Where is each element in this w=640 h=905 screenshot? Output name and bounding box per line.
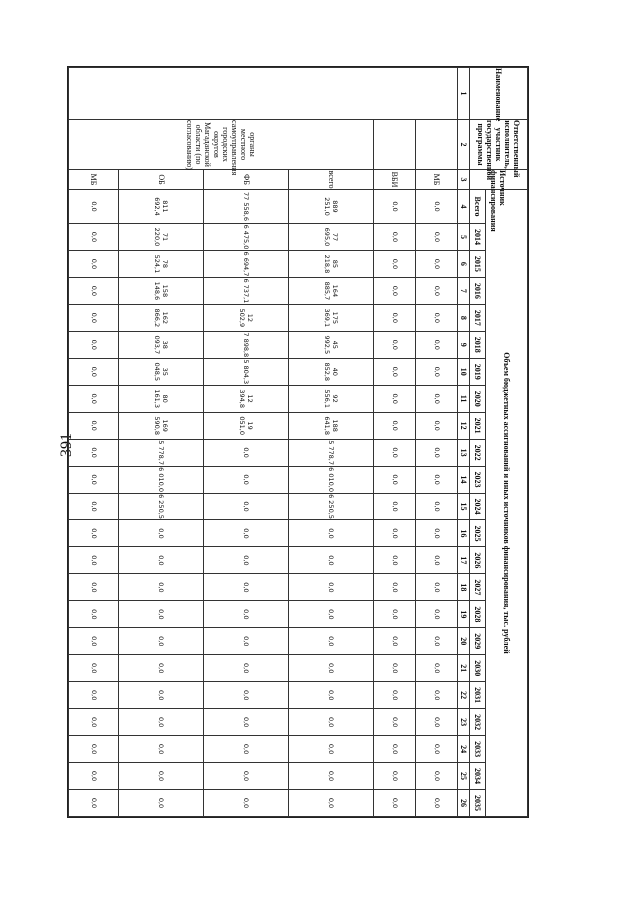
value-cell: 0,0 <box>416 520 458 547</box>
value-cell: 0,0 <box>416 655 458 682</box>
value-cell: 0,0 <box>416 763 458 790</box>
table-row <box>69 68 119 817</box>
source-cell: ОБ <box>119 170 204 190</box>
source-cell: МБ <box>416 170 458 190</box>
value-cell: 6 475,0 <box>204 224 289 251</box>
column-number: 14 <box>458 466 470 493</box>
value-cell: 0,0 <box>416 628 458 655</box>
value-cell: 164 885,7 <box>289 277 374 304</box>
value-cell: 0,0 <box>69 358 119 385</box>
value-cell: 0,0 <box>289 736 374 763</box>
value-cell: 0,0 <box>69 628 119 655</box>
value-cell: 0,0 <box>416 466 458 493</box>
source-cell: ФБ <box>204 170 289 190</box>
value-cell: 0,0 <box>374 277 416 304</box>
value-cell: 0,0 <box>69 709 119 736</box>
column-number: 10 <box>458 358 470 385</box>
value-cell: 0,0 <box>204 466 289 493</box>
header-year: 2028 <box>470 601 486 628</box>
value-cell: 92 556,1 <box>289 385 374 412</box>
value-cell: 71 220,0 <box>119 224 204 251</box>
value-cell: 0,0 <box>289 682 374 709</box>
table-row <box>289 68 374 817</box>
value-cell: 45 992,5 <box>289 331 374 358</box>
column-number: 6 <box>458 250 470 277</box>
value-cell: 0,0 <box>69 601 119 628</box>
header-year: 2022 <box>470 439 486 466</box>
value-cell: 0,0 <box>204 790 289 817</box>
column-number: 25 <box>458 763 470 790</box>
value-cell: 0,0 <box>416 358 458 385</box>
value-cell: 0,0 <box>374 250 416 277</box>
value-cell: 0,0 <box>204 655 289 682</box>
column-number: 18 <box>458 574 470 601</box>
header-year: 2027 <box>470 574 486 601</box>
value-cell: 0,0 <box>374 358 416 385</box>
column-number: 4 <box>458 190 470 224</box>
total-cell: 889 251,0 <box>289 190 374 224</box>
value-cell: 19 051,0 <box>204 412 289 439</box>
value-cell: 0,0 <box>289 547 374 574</box>
value-cell: 0,0 <box>416 493 458 520</box>
column-number: 20 <box>458 628 470 655</box>
value-cell: 0,0 <box>69 682 119 709</box>
value-cell: 169 590,8 <box>119 412 204 439</box>
header-year: 2033 <box>470 736 486 763</box>
value-cell: 0,0 <box>69 412 119 439</box>
value-cell: 0,0 <box>416 574 458 601</box>
value-cell: 0,0 <box>289 520 374 547</box>
value-cell: 5 778,7 <box>119 439 204 466</box>
value-cell: 0,0 <box>69 304 119 331</box>
column-number: 9 <box>458 331 470 358</box>
value-cell: 0,0 <box>289 574 374 601</box>
value-cell: 0,0 <box>119 601 204 628</box>
value-cell: 0,0 <box>119 682 204 709</box>
table-row <box>374 68 416 817</box>
column-number: 13 <box>458 439 470 466</box>
value-cell: 12 394,8 <box>204 385 289 412</box>
total-cell: 0,0 <box>69 190 119 224</box>
value-cell: 6 010,0 <box>289 466 374 493</box>
source-cell: МБ <box>69 170 119 190</box>
value-cell: 0,0 <box>289 601 374 628</box>
value-cell: 0,0 <box>374 547 416 574</box>
value-cell: 0,0 <box>374 763 416 790</box>
value-cell: 0,0 <box>69 520 119 547</box>
value-cell: 0,0 <box>374 601 416 628</box>
column-number: 12 <box>458 412 470 439</box>
value-cell: 0,0 <box>416 224 458 251</box>
value-cell: 0,0 <box>374 304 416 331</box>
value-cell: 0,0 <box>374 709 416 736</box>
value-cell: 0,0 <box>374 439 416 466</box>
value-cell: 0,0 <box>374 655 416 682</box>
source-cell: ВБИ <box>374 170 416 190</box>
column-number: 23 <box>458 709 470 736</box>
header-year: 2035 <box>470 790 486 817</box>
column-number: 3 <box>458 170 470 190</box>
table-row <box>204 68 289 817</box>
responsible-cell: органы местного самоуправления городских округов Магаданской области (по согласованию) <box>69 120 374 170</box>
value-cell: 78 524,1 <box>119 250 204 277</box>
value-cell: 0,0 <box>416 682 458 709</box>
value-cell: 0,0 <box>416 331 458 358</box>
value-cell: 0,0 <box>204 763 289 790</box>
column-number: 21 <box>458 655 470 682</box>
column-number: 19 <box>458 601 470 628</box>
value-cell: 175 369,1 <box>289 304 374 331</box>
value-cell: 12 502,9 <box>204 304 289 331</box>
value-cell: 6 694,7 <box>204 250 289 277</box>
value-cell: 0,0 <box>204 520 289 547</box>
value-cell: 162 866,2 <box>119 304 204 331</box>
header-year: 2015 <box>470 250 486 277</box>
value-cell: 0,0 <box>69 466 119 493</box>
total-cell: 811 692,4 <box>119 190 204 224</box>
value-cell: 0,0 <box>204 736 289 763</box>
value-cell: 0,0 <box>289 709 374 736</box>
value-cell: 0,0 <box>69 439 119 466</box>
column-number: 22 <box>458 682 470 709</box>
header-volume: Объем бюджетных ассигнований и иных источников финансирования, тыс. рублей <box>486 190 528 817</box>
value-cell: 5 778,7 <box>289 439 374 466</box>
header-year: 2034 <box>470 763 486 790</box>
table-row <box>416 68 458 817</box>
column-number: 5 <box>458 224 470 251</box>
value-cell: 0,0 <box>374 520 416 547</box>
value-cell: 0,0 <box>119 709 204 736</box>
value-cell: 0,0 <box>289 763 374 790</box>
column-number: 11 <box>458 385 470 412</box>
header-year: 2030 <box>470 655 486 682</box>
value-cell: 0,0 <box>416 277 458 304</box>
value-cell: 0,0 <box>416 439 458 466</box>
value-cell: 0,0 <box>416 250 458 277</box>
header-year: 2026 <box>470 547 486 574</box>
column-number: 26 <box>458 790 470 817</box>
column-number: 8 <box>458 304 470 331</box>
total-cell: 77 558,6 <box>204 190 289 224</box>
header-year: 2021 <box>470 412 486 439</box>
value-cell: 0,0 <box>204 547 289 574</box>
total-cell: 0,0 <box>416 190 458 224</box>
value-cell: 0,0 <box>69 385 119 412</box>
page-number: 391 <box>58 433 75 457</box>
value-cell: 6 250,5 <box>119 493 204 520</box>
value-cell: 0,0 <box>69 493 119 520</box>
header-year: 2020 <box>470 385 486 412</box>
value-cell: 0,0 <box>416 736 458 763</box>
value-cell: 0,0 <box>69 736 119 763</box>
value-cell: 0,0 <box>374 412 416 439</box>
value-cell: 0,0 <box>374 385 416 412</box>
value-cell: 80 161,3 <box>119 385 204 412</box>
value-cell: 0,0 <box>416 601 458 628</box>
value-cell: 0,0 <box>289 790 374 817</box>
value-cell: 188 641,8 <box>289 412 374 439</box>
value-cell: 0,0 <box>416 790 458 817</box>
value-cell: 0,0 <box>416 304 458 331</box>
source-cell: всего <box>289 170 374 190</box>
column-number: 17 <box>458 547 470 574</box>
value-cell: 0,0 <box>69 250 119 277</box>
value-cell: 0,0 <box>374 331 416 358</box>
value-cell: 0,0 <box>204 574 289 601</box>
header-year: 2024 <box>470 493 486 520</box>
header-year: 2018 <box>470 331 486 358</box>
value-cell: 0,0 <box>204 709 289 736</box>
budget-table <box>68 67 528 817</box>
value-cell: 38 093,7 <box>119 331 204 358</box>
column-number: 16 <box>458 520 470 547</box>
header-responsible: Ответственный исполнитель, участник государственной программы <box>470 120 528 170</box>
value-cell: 0,0 <box>69 331 119 358</box>
header-year: 2031 <box>470 682 486 709</box>
value-cell: 0,0 <box>119 655 204 682</box>
value-cell: 0,0 <box>119 763 204 790</box>
value-cell: 0,0 <box>69 655 119 682</box>
value-cell: 0,0 <box>416 709 458 736</box>
value-cell: 0,0 <box>119 520 204 547</box>
value-cell: 0,0 <box>69 224 119 251</box>
total-cell: 0,0 <box>374 190 416 224</box>
header-source: Источник финансирования <box>470 170 528 190</box>
value-cell: 0,0 <box>374 224 416 251</box>
value-cell: 0,0 <box>204 628 289 655</box>
value-cell: 0,0 <box>374 493 416 520</box>
value-cell: 0,0 <box>69 574 119 601</box>
header-year: 2014 <box>470 224 486 251</box>
column-number: 24 <box>458 736 470 763</box>
value-cell: 0,0 <box>374 682 416 709</box>
value-cell: 7 898,8 <box>204 331 289 358</box>
value-cell: 0,0 <box>289 655 374 682</box>
value-cell: 0,0 <box>69 790 119 817</box>
name-cell <box>69 68 458 120</box>
value-cell: 0,0 <box>289 628 374 655</box>
value-cell: 0,0 <box>119 790 204 817</box>
value-cell: 0,0 <box>69 277 119 304</box>
value-cell: 0,0 <box>204 493 289 520</box>
value-cell: 0,0 <box>69 547 119 574</box>
value-cell: 0,0 <box>374 466 416 493</box>
value-cell: 0,0 <box>416 385 458 412</box>
header-year: 2029 <box>470 628 486 655</box>
value-cell: 6 250,5 <box>289 493 374 520</box>
value-cell: 0,0 <box>119 547 204 574</box>
table-row <box>119 68 204 817</box>
header-total: Всего <box>470 190 486 224</box>
column-number: 15 <box>458 493 470 520</box>
value-cell: 77 695,0 <box>289 224 374 251</box>
value-cell: 0,0 <box>374 736 416 763</box>
value-cell: 0,0 <box>416 547 458 574</box>
value-cell: 0,0 <box>204 601 289 628</box>
column-number: 2 <box>458 120 470 170</box>
value-cell: 0,0 <box>374 628 416 655</box>
header-year: 2017 <box>470 304 486 331</box>
column-number: 7 <box>458 277 470 304</box>
budget-table-frame <box>67 66 529 818</box>
value-cell: 6 737,1 <box>204 277 289 304</box>
value-cell: 0,0 <box>374 790 416 817</box>
value-cell: 0,0 <box>119 736 204 763</box>
responsible-cell <box>416 120 458 170</box>
header-year: 2023 <box>470 466 486 493</box>
value-cell: 85 218,8 <box>289 250 374 277</box>
value-cell: 0,0 <box>69 763 119 790</box>
value-cell: 40 852,8 <box>289 358 374 385</box>
value-cell: 0,0 <box>119 574 204 601</box>
responsible-cell <box>374 120 416 170</box>
value-cell: 0,0 <box>204 682 289 709</box>
value-cell: 0,0 <box>119 628 204 655</box>
header-year: 2032 <box>470 709 486 736</box>
value-cell: 6 010,0 <box>119 466 204 493</box>
value-cell: 0,0 <box>416 412 458 439</box>
header-year: 2025 <box>470 520 486 547</box>
value-cell: 0,0 <box>204 439 289 466</box>
header-year: 2016 <box>470 277 486 304</box>
value-cell: 158 148,6 <box>119 277 204 304</box>
header-name: Наименование <box>470 68 528 120</box>
value-cell: 0,0 <box>374 574 416 601</box>
value-cell: 5 804,3 <box>204 358 289 385</box>
header-year: 2019 <box>470 358 486 385</box>
column-number: 1 <box>458 68 470 120</box>
value-cell: 35 048,5 <box>119 358 204 385</box>
